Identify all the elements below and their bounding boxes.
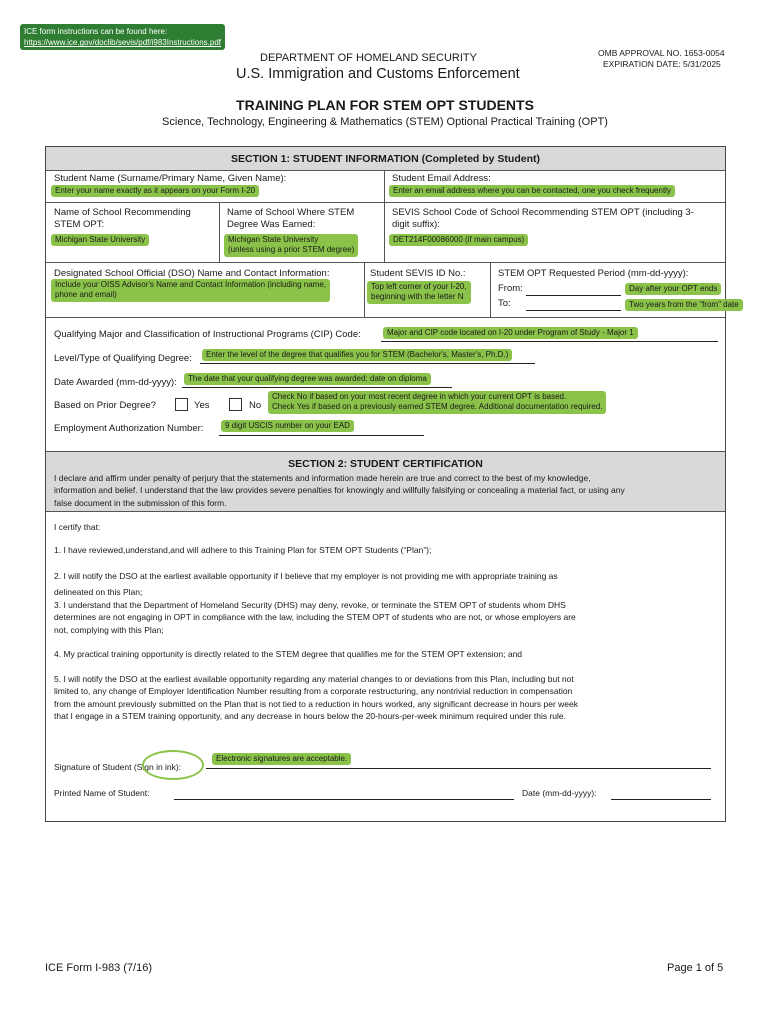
cert-item-1: 1. I have reviewed,understand,and will adhere to this Training Plan for STEM OPT Students (“Plan”); bbox=[54, 545, 432, 555]
from-line bbox=[526, 295, 621, 296]
date-awarded-label: Date Awarded (mm-dd-yyyy): bbox=[54, 377, 177, 388]
dso-label: Designated School Official (DSO) Name and Contact Information: bbox=[54, 268, 330, 279]
declaration-text: I declare and affirm under penalty of perjury that the statements and information made herein are true and correct to the best of my knowledge, information and belief. I understand that the law provides severe penalties for knowingly and willfully falsifying or concealing a material fact, or using any false document in the submission of this form. bbox=[54, 473, 625, 508]
email-field[interactable]: Enter an email address where you can be contacted, one you check frequently bbox=[389, 185, 675, 197]
agency-name: U.S. Immigration and Customs Enforcement bbox=[236, 66, 520, 82]
major-cip-line bbox=[381, 341, 718, 342]
date-awarded-line bbox=[182, 387, 452, 388]
date-line[interactable] bbox=[611, 799, 711, 800]
department-name: DEPARTMENT OF HOMELAND SECURITY bbox=[260, 52, 477, 64]
form-id: ICE Form I-983 (7/16) bbox=[45, 962, 152, 974]
form-title: TRAINING PLAN FOR STEM OPT STUDENTS bbox=[236, 97, 534, 113]
form-subtitle: Science, Technology, Engineering & Mathematics (STEM) Optional Practical Training (OPT) bbox=[162, 116, 608, 128]
from-label: From: bbox=[498, 283, 523, 294]
student-name-field[interactable]: Enter your name exactly as it appears on your Form I-20 bbox=[51, 185, 259, 197]
date-label: Date (mm-dd-yyyy): bbox=[522, 788, 597, 798]
sevis-code-field[interactable]: DET214F00086000 (if main campus) bbox=[389, 234, 528, 246]
date-awarded-field[interactable]: The date that your qualifying degree was awarded; date on diploma bbox=[184, 373, 431, 385]
section1-title: SECTION 1: STUDENT INFORMATION (Completed by Student) bbox=[231, 153, 540, 165]
student-name-label: Student Name (Surname/Primary Name, Given Name): bbox=[54, 173, 287, 184]
degree-level-label: Level/Type of Qualifying Degree: bbox=[54, 353, 192, 364]
instructions-note-line1: ICE form instructions can be found here: bbox=[24, 27, 168, 36]
school-earned-field[interactable]: Michigan State University (unless using a prior STEM degree) bbox=[224, 234, 358, 257]
prior-degree-yes-checkbox[interactable] bbox=[175, 398, 188, 411]
yes-label: Yes bbox=[194, 400, 210, 411]
section1-header bbox=[46, 147, 725, 170]
page-number: Page 1 of 5 bbox=[667, 962, 724, 974]
opt-period-label: STEM OPT Requested Period (mm-dd-yyyy): bbox=[498, 268, 689, 279]
ead-number-field[interactable]: 9 digit USCIS number on your EAD bbox=[221, 420, 354, 432]
printed-name-label: Printed Name of Student: bbox=[54, 788, 150, 798]
from-date-field[interactable]: Day after your OPT ends bbox=[625, 283, 721, 295]
to-label: To: bbox=[498, 298, 511, 309]
prior-degree-label: Based on Prior Degree? bbox=[54, 400, 156, 411]
degree-level-field[interactable]: Enter the level of the degree that qualifies you for STEM (Bachelor's, Master's, Ph.D.) bbox=[202, 349, 512, 361]
sevis-id-label: Student SEVIS ID No.: bbox=[370, 268, 466, 279]
instructions-note[interactable] bbox=[20, 24, 225, 50]
school-earned-label: Name of School Where STEM Degree Was Earned: bbox=[227, 207, 355, 230]
major-cip-label: Qualifying Major and Classification of Instructional Programs (CIP) Code: bbox=[54, 329, 361, 340]
printed-name-line[interactable] bbox=[174, 799, 514, 800]
major-cip-field[interactable]: Major and CIP code located on I-20 under Program of Study - Major 1 bbox=[383, 327, 638, 339]
cert-item-4: 4. My practical training opportunity is directly related to the STEM degree that qualifies me for the STEM OPT extension; and bbox=[54, 649, 523, 659]
dso-field[interactable]: Include your OISS Advisor's Name and Contact Information (including name, phone and email) bbox=[51, 279, 330, 302]
form-frame bbox=[45, 146, 739, 822]
school-recommending-field[interactable]: Michigan State University bbox=[51, 234, 149, 246]
school-recommending-label: Name of School Recommending STEM OPT: bbox=[54, 207, 191, 230]
cert-item-3: 3. I understand that the Department of Homeland Security (DHS) may deny, revoke, or terminate the STEM OPT of students whom DHS determines are not engaging in OPT in compliance with the law, including the STEM OPT of students who are not, or whose employers are not, complying with this Plan; bbox=[54, 600, 576, 635]
to-line bbox=[526, 310, 621, 311]
to-date-field[interactable]: Two years from the "from" date bbox=[625, 299, 743, 311]
sevis-code-label: SEVIS School Code of School Recommending STEM OPT (including 3- digit suffix): bbox=[392, 207, 694, 230]
no-label: No bbox=[249, 400, 262, 411]
cert-item-5: 5. I will notify the DSO at the earliest available opportunity regarding any material changes to or deviations from this Plan, including but not limited to, any change of Employer Identification Number resulting from a corporate restructuring, any nontrivial reduction in compensation from the amount previously submitted on the Plan that is not tied to a reduction in hours worked, any significant decrease in hours per week that I engage in a STEM training opportunity, and any decrease in hours below the 20-hours-per-week minimum required under this rule. bbox=[54, 674, 578, 721]
sign-in-ink-highlight bbox=[142, 750, 204, 780]
omb-approval: OMB APPROVAL NO. 1653-0054 bbox=[598, 48, 725, 58]
cert-item-2: 2. I will notify the DSO at the earliest available opportunity if I believe that my employer is not providing me with appropriate training as delineated on this Plan; bbox=[54, 571, 558, 598]
prior-degree-no-checkbox[interactable] bbox=[229, 398, 242, 411]
signature-line[interactable] bbox=[206, 768, 711, 769]
expiration-date: EXPIRATION DATE: 5/31/2025 bbox=[603, 59, 721, 69]
signature-label: Signature of Student (Sign in ink): bbox=[54, 762, 182, 772]
sevis-id-field[interactable]: Top left corner of your I-20, beginning with the letter N bbox=[367, 281, 471, 304]
email-label: Student Email Address: bbox=[392, 173, 491, 184]
signature-hint: Electronic signatures are acceptable. bbox=[212, 753, 351, 765]
prior-degree-hint: Check No if based on your most recent degree in which your current OPT is based. Check Yes if based on a previously earned STEM degree. Additional documentation required. bbox=[268, 391, 606, 414]
section2-title: SECTION 2: STUDENT CERTIFICATION bbox=[288, 458, 483, 470]
ead-number-line bbox=[219, 435, 424, 436]
ead-number-label: Employment Authorization Number: bbox=[54, 423, 204, 434]
degree-level-line bbox=[200, 363, 535, 364]
instructions-url[interactable]: https://www.ice.gov/doclib/sevis/pdf/i983Instructions.pdf bbox=[24, 38, 221, 48]
certify-intro: I certify that: bbox=[54, 522, 101, 532]
